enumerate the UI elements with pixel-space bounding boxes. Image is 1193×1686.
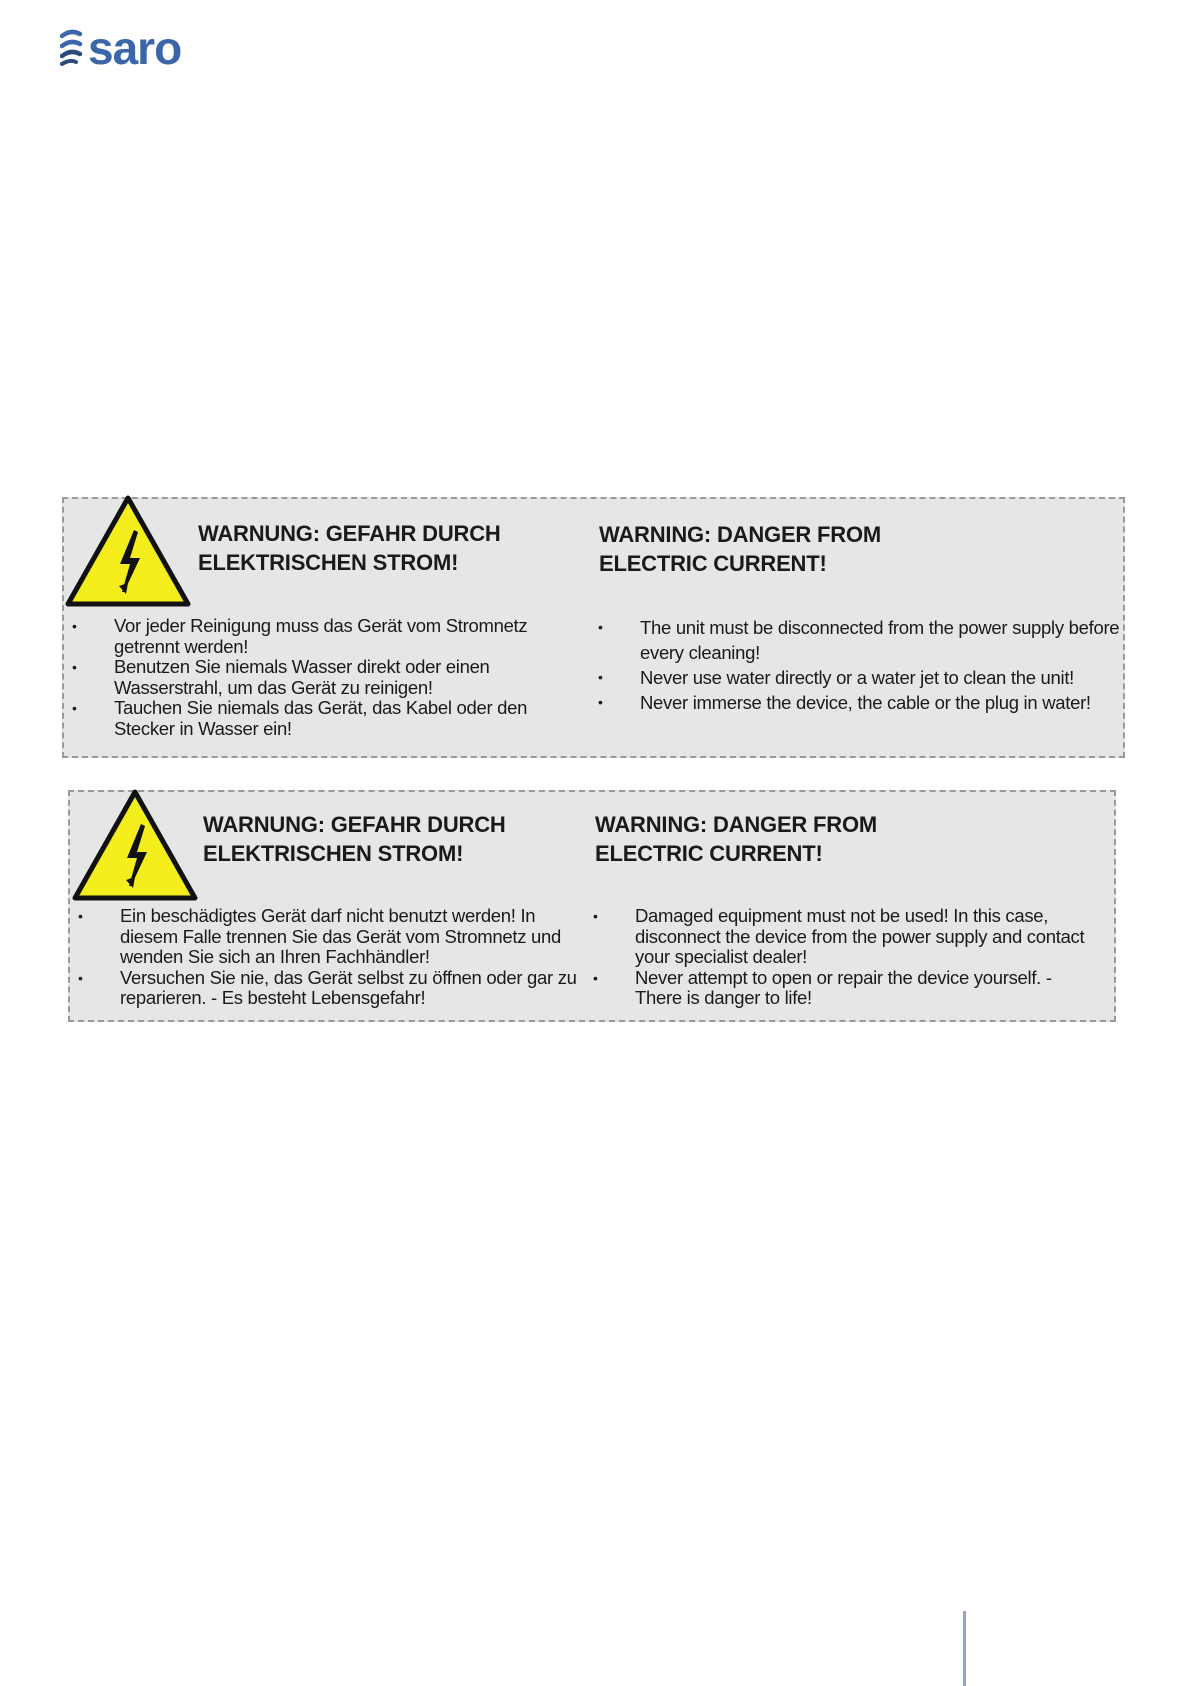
high-voltage-warning-icon — [64, 494, 192, 609]
warning-heading-en — [595, 810, 877, 868]
warning-heading-de — [203, 810, 506, 868]
warning-list-en — [590, 906, 1095, 1009]
list-item: • Vor jeder Reinigung muss das Gerät vom Stromnetz getrennt werden! — [69, 616, 569, 657]
heading-line-2: ELEKTRISCHEN STROM! — [198, 550, 459, 575]
heading-line-1: WARNUNG: GEFAHR DURCH — [198, 521, 501, 546]
list-item: • Tauchen Sie niemals das Gerät, das Kabel oder den Stecker in Wasser ein! — [69, 698, 569, 739]
high-voltage-warning-icon — [71, 788, 199, 903]
list-item: • Never attempt to open or repair the device yourself. - There is danger to life! — [590, 968, 1095, 1009]
electric-warning-panel-2 — [68, 790, 1116, 1022]
warning-list-de — [69, 616, 569, 739]
list-item: • The unit must be disconnected from the power supply before every cleaning! — [595, 615, 1120, 665]
saro-logo — [60, 26, 230, 70]
heading-line-1: WARNING: DANGER FROM — [595, 812, 877, 837]
logo-wordmark: saro — [88, 26, 182, 70]
saro-waves-logo-icon — [60, 26, 230, 70]
list-item: • Versuchen Sie nie, das Gerät selbst zu öffnen oder gar zu reparieren. - Es besteht Lebensgefahr! — [75, 968, 585, 1009]
warning-list-en — [595, 615, 1120, 715]
list-item: • Ein beschädigtes Gerät darf nicht benutzt werden! In diesem Falle trennen Sie das Gerät vom Stromnetz und wenden Sie sich an Ihren Fachhändler! — [75, 906, 585, 968]
warning-list-de — [75, 906, 585, 1009]
list-item: • Never immerse the device, the cable or the plug in water! — [595, 690, 1120, 715]
heading-line-2: ELECTRIC CURRENT! — [599, 551, 827, 576]
electric-warning-panel-1 — [62, 497, 1125, 758]
warning-heading-en — [599, 520, 881, 578]
list-item: • Damaged equipment must not be used! In this case, disconnect the device from the power supply and contact your specialist dealer! — [590, 906, 1095, 968]
heading-line-1: WARNUNG: GEFAHR DURCH — [203, 812, 506, 837]
heading-line-2: ELECTRIC CURRENT! — [595, 841, 823, 866]
list-item: • Benutzen Sie niemals Wasser direkt oder einen Wasserstrahl, um das Gerät zu reinigen! — [69, 657, 569, 698]
list-item: • Never use water directly or a water jet to clean the unit! — [595, 665, 1120, 690]
heading-line-2: ELEKTRISCHEN STROM! — [203, 841, 464, 866]
warning-heading-de — [198, 519, 501, 577]
footer-divider — [963, 1611, 966, 1686]
heading-line-1: WARNING: DANGER FROM — [599, 522, 881, 547]
